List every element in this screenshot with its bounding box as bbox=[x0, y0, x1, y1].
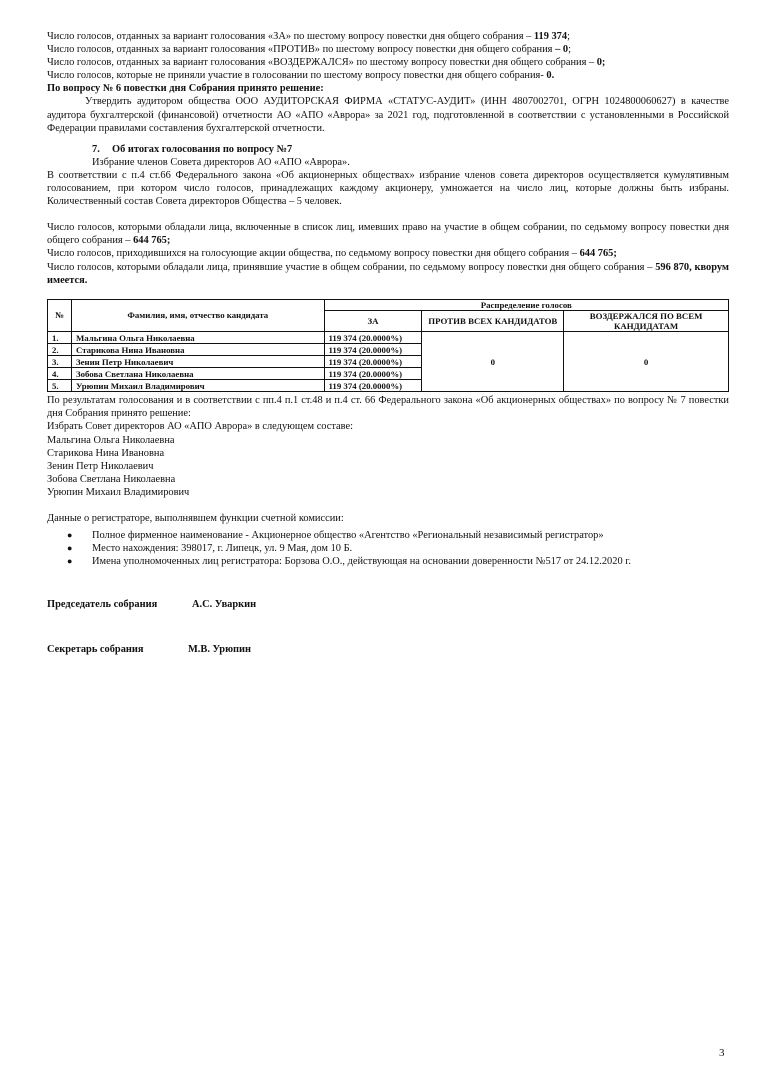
member-item: Мальгина Ольга Николаевна bbox=[47, 434, 175, 446]
col-abstain-header: ВОЗДЕРЖАЛСЯ ПО ВСЕМ КАНДИДАТАМ bbox=[564, 310, 729, 331]
bullet-icon: ● bbox=[67, 556, 73, 567]
chair-role: Председатель собрания bbox=[47, 599, 158, 611]
page-number: 3 bbox=[719, 1047, 725, 1059]
votes-for: 119 374 (20.0000%) bbox=[324, 332, 422, 344]
member-item: Зобова Светлана Николаевна bbox=[47, 473, 176, 485]
q7-subtitle: Избрание членов Совета директоров АО «АПО «Аврора». bbox=[92, 156, 350, 168]
votes-for: 119 374 (20.0000%) bbox=[324, 356, 422, 368]
row-number: 1. bbox=[48, 332, 72, 344]
candidate-name: Урюпин Михаил Владимирович bbox=[71, 380, 324, 392]
q6-votes-against: Число голосов, отданных за вариант голосования «ПРОТИВ» по шестому вопросу повестки дня общего собрания – 0; bbox=[47, 44, 571, 56]
votes-for: 119 374 (20.0000%) bbox=[324, 368, 422, 380]
member-item: Старикова Нина Ивановна bbox=[47, 447, 165, 459]
votes-for: 119 374 (20.0000%) bbox=[324, 344, 422, 356]
document-page bbox=[47, 30, 729, 656]
col-against-header: ПРОТИВ ВСЕХ КАНДИДАТОВ bbox=[422, 310, 564, 331]
votes-for: 119 374 (20.0000%) bbox=[324, 380, 422, 392]
col-distribution-header: Распределение голосов bbox=[324, 299, 728, 310]
registrar-list bbox=[47, 529, 729, 568]
q7-elect-text: Избрать Совет директоров АО «АПО Аврора» в следующем составе: bbox=[47, 421, 353, 433]
list-item: ● Место нахождения: 398017, г. Липецк, ул. 9 Мая, дом 10 Б. bbox=[67, 543, 353, 555]
q6-decision-heading: По вопросу № 6 повестки дня Собрания принято решение: bbox=[47, 83, 324, 95]
col-name-header: Фамилия, имя, отчество кандидата bbox=[71, 299, 324, 332]
q7-title-text: Об итогах голосования по вопросу №7 bbox=[112, 143, 293, 155]
row-number: 5. bbox=[48, 380, 72, 392]
q7-section-number: 7. bbox=[92, 143, 100, 155]
q7-votes-participated: Число голосов, которыми обладали лица, принявшие участие в общем собрании, по седьмому вопросу повестки дня общего собрания – 596 870, кворум имеется. bbox=[47, 261, 729, 286]
q7-votes-shares: Число голосов, приходившихся на голосующие акции общества, по седьмому вопросу повестки дня общего собрания – 644 765; bbox=[47, 248, 617, 260]
q7-intro: В соответствии с п.4 ст.66 Федерального закона «Об акционерных обществах» избрание членов совета директоров осуществляется кумулятивным голосованием, при котором число голосов, принадлежащих каждому акционеру, умножается на число лиц, которые должны быть избраны. Количественный состав Совета директоров Общества – 5 человек. bbox=[47, 169, 729, 208]
q6-decision-text: Утвердить аудитором общества ООО АУДИТОРСКАЯ ФИРМА «СТАТУС-АУДИТ» (ИНН 4807002701, ОГРН 1024800060627) в качестве аудитора бухгалтерской (финансовой) отчетности АО «АПО «Аврора» за 2021 год, подготовленной в соответствии с установленными в Российской Федерации правилами составления бухгалтерской отчетности. bbox=[47, 96, 729, 134]
candidate-name: Зенин Петр Николаевич bbox=[71, 356, 324, 368]
table-row bbox=[48, 332, 729, 344]
candidate-name: Зобова Светлана Николаевна bbox=[71, 368, 324, 380]
row-number: 2. bbox=[48, 344, 72, 356]
member-item: Урюпин Михаил Владимирович bbox=[47, 486, 190, 498]
member-item: Зенин Петр Николаевич bbox=[47, 460, 154, 472]
row-number: 4. bbox=[48, 368, 72, 380]
col-for-header: ЗА bbox=[324, 310, 422, 331]
chair-name: А.С. Уваркин bbox=[192, 599, 257, 611]
col-number-header: № bbox=[48, 299, 72, 332]
candidate-name: Старикова Нина Ивановна bbox=[71, 344, 324, 356]
candidates-table bbox=[47, 299, 729, 393]
q7-result-text: По результатам голосования и в соответствии с пп.4 п.1 ст.48 и п.4 ст. 66 Федерального закона «Об акционерных обществах» по вопросу № 7 повестки дня Собрания принято решение: bbox=[47, 395, 729, 420]
votes-against-all: 0 bbox=[422, 332, 564, 392]
registrar-heading: Данные о регистраторе, выполнявшем функции счетной комиссии: bbox=[47, 513, 344, 525]
list-item: ● Полное фирменное наименование - Акционерное общество «Агентство «Региональный независимый регистратор» bbox=[67, 530, 604, 542]
secretary-signature bbox=[47, 643, 729, 656]
list-item: ● Имена уполномоченных лиц регистратора: Борзова О.О., действующая на основании доверенности №517 от 24.12.2020 г. bbox=[67, 556, 631, 568]
q6-votes-abstain: Число голосов, отданных за вариант голосования «ВОЗДЕРЖАЛСЯ» по шестому вопросу повестки дня общего собрания – 0; bbox=[47, 57, 606, 69]
q6-votes-for: Число голосов, отданных за вариант голосования «ЗА» по шестому вопросу повестки дня общего собрания – 119 374; bbox=[47, 31, 570, 42]
row-number: 3. bbox=[48, 356, 72, 368]
candidate-name: Мальгина Ольга Николаевна bbox=[71, 332, 324, 344]
bullet-icon: ● bbox=[67, 530, 73, 541]
q7-section-title bbox=[92, 143, 729, 156]
q7-votes-total: Число голосов, которыми обладали лица, включенные в список лиц, имевших право на участие в общем собрании, по седьмому вопросу повестки дня общего собрания – 644 765; bbox=[47, 222, 729, 247]
bullet-icon: ● bbox=[67, 543, 73, 554]
chair-signature bbox=[47, 598, 729, 611]
q6-votes-none: Число голосов, которые не приняли участие в голосовании по шестому вопросу повестки дня общего собрания- 0. bbox=[47, 70, 555, 82]
secretary-name: М.В. Урюпин bbox=[188, 643, 251, 655]
votes-abstain-all: 0 bbox=[564, 332, 729, 392]
secretary-role: Секретарь собрания bbox=[47, 643, 144, 655]
